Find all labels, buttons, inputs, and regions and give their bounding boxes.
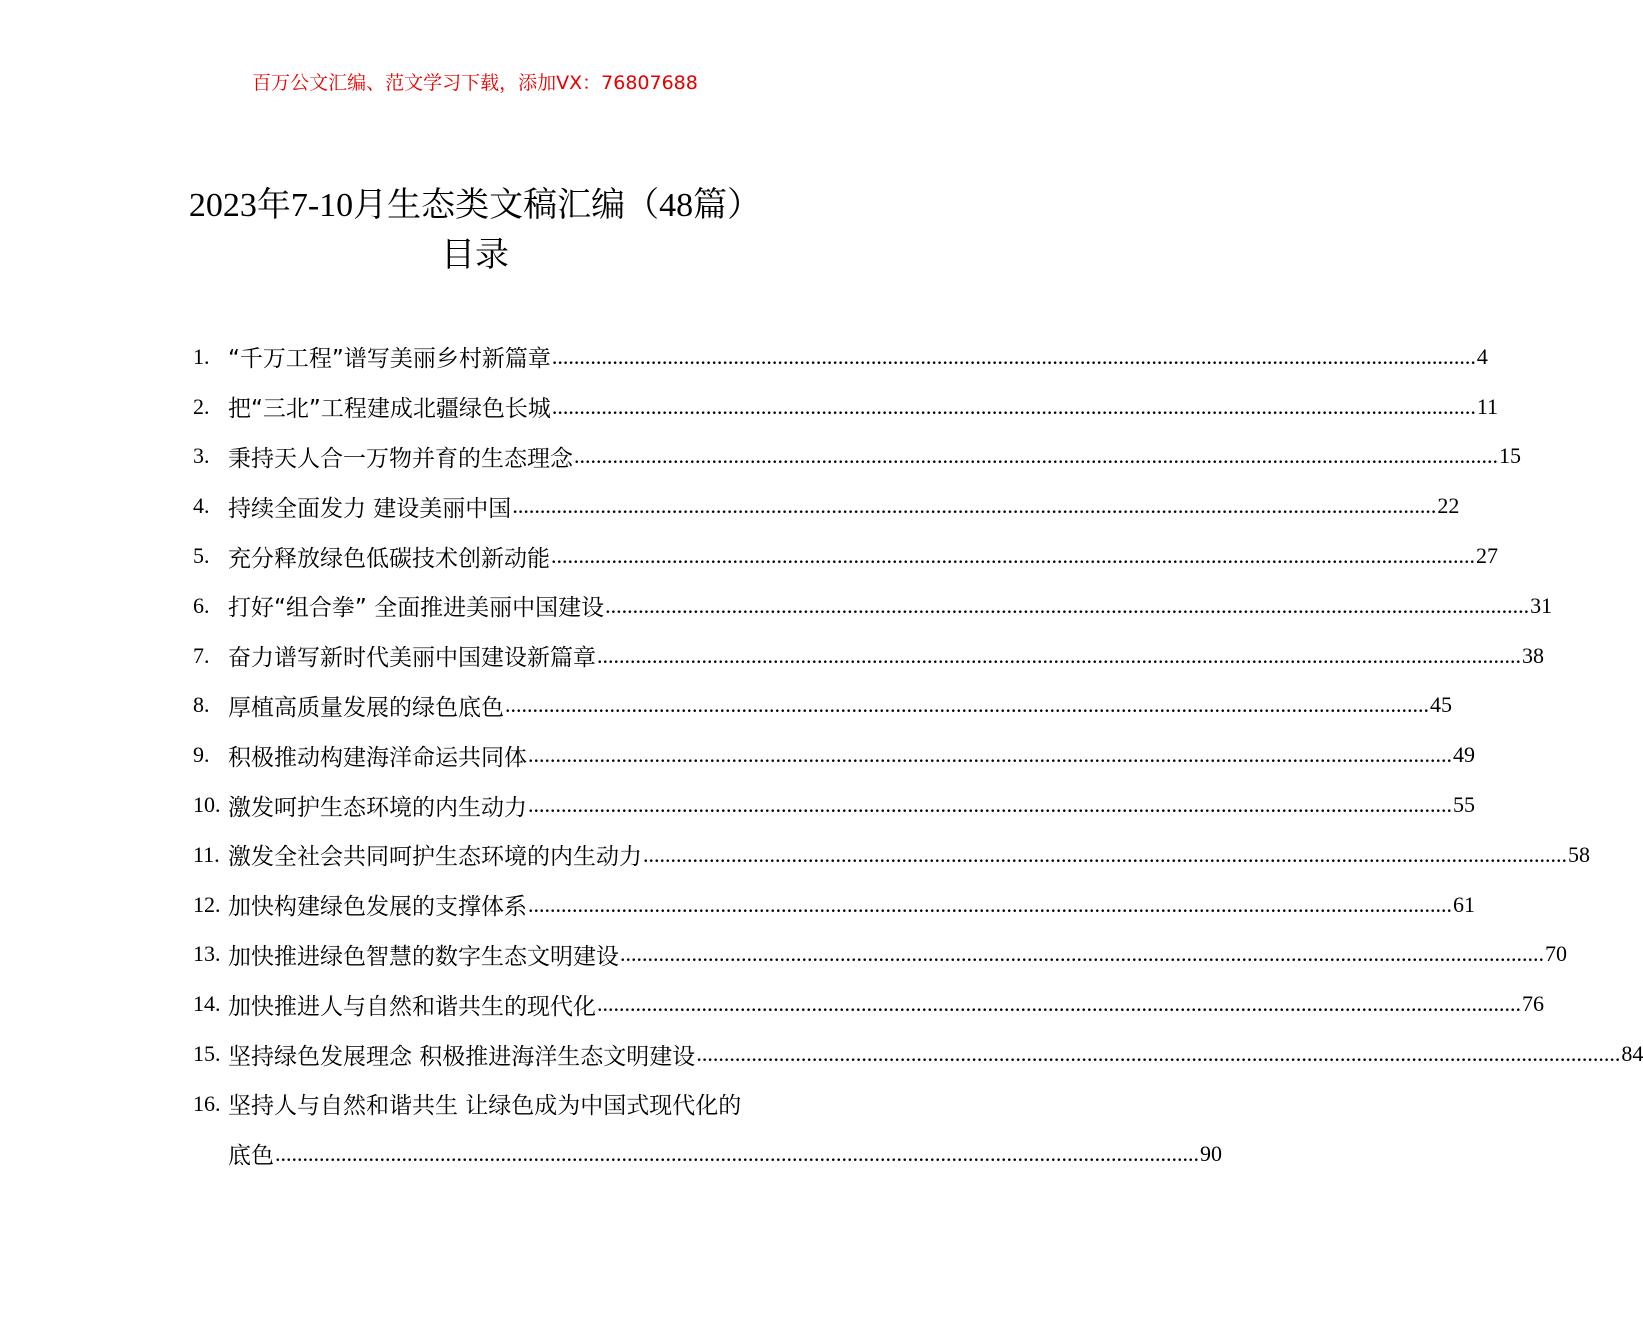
toc-item-title: 积极推动构建海洋命运共同体: [228, 744, 527, 771]
toc-dot-leader: [597, 991, 1521, 1017]
toc-item[interactable]: [193, 1029, 1643, 1079]
toc-item-continuation[interactable]: [193, 1129, 1222, 1179]
toc-item[interactable]: [193, 531, 1498, 581]
toc-dot-leader: [552, 394, 1476, 420]
toc-item-title: 激发呵护生态环境的内生动力: [228, 794, 527, 821]
toc-item-page: 55: [1453, 792, 1475, 818]
toc-item[interactable]: [193, 930, 1567, 980]
toc-item[interactable]: [193, 780, 1475, 830]
toc-item-number: 4.: [193, 493, 210, 519]
toc-dot-leader: [620, 941, 1544, 967]
toc-heading: 目录: [441, 235, 509, 275]
toc-item-number: 12.: [193, 891, 221, 917]
toc-item-title: 加快构建绿色发展的支撑体系: [228, 894, 527, 921]
title-part1: 年: [256, 185, 291, 225]
toc-item-page: 76: [1522, 991, 1544, 1017]
toc-item[interactable]: [193, 880, 1475, 930]
toc-item[interactable]: [193, 382, 1499, 432]
toc-item-number: 6.: [193, 592, 210, 618]
toc-dot-leader: [551, 543, 1475, 569]
toc-dot-leader: [528, 742, 1452, 768]
toc-item[interactable]: [193, 830, 1590, 880]
toc-item-page: 11: [1476, 393, 1499, 419]
toc-dot-leader: [505, 692, 1429, 718]
toc-dot-leader: [275, 1141, 1199, 1167]
toc-item-page: 58: [1568, 841, 1590, 867]
toc-dot-leader: [696, 1041, 1620, 1067]
title-months: 7-10: [290, 187, 354, 224]
title-count: 48: [659, 187, 694, 224]
toc-item-page: 15: [1499, 443, 1521, 469]
toc-item[interactable]: [193, 481, 1460, 531]
toc-item[interactable]: [193, 581, 1553, 631]
toc-item-page: 4: [1476, 343, 1488, 369]
toc-item-number: 13.: [193, 941, 221, 967]
toc-item-title: 奋力谱写新时代美丽中国建设新篇章: [228, 645, 596, 672]
toc-item-page: 61: [1453, 891, 1475, 917]
title-year: 2023: [188, 187, 257, 224]
toc-item-title: 打好“组合拳” 全面推进美丽中国建设: [228, 595, 605, 622]
toc-item-title: 充分释放绿色低碳技术创新动能: [228, 545, 550, 572]
toc-item-number: 2.: [193, 393, 210, 419]
toc-item-title-continued: 底色: [228, 1143, 274, 1170]
toc-item-page: 70: [1545, 941, 1567, 967]
toc-item[interactable]: [193, 681, 1452, 731]
toc-item-title: 坚持绿色发展理念 积极推进海洋生态文明建设: [228, 1043, 696, 1070]
toc-item-title: 厚植高质量发展的绿色底色: [228, 694, 504, 721]
toc-item-page: 31: [1530, 592, 1553, 618]
toc-item-title: 秉持天人合一万物并育的生态理念: [228, 445, 573, 472]
toc-dot-leader: [528, 892, 1452, 918]
toc-item-title: 把“三北”工程建成北疆绿色长城: [228, 396, 551, 423]
toc-item-number: 15.: [193, 1041, 221, 1067]
toc-item-page: 90: [1200, 1140, 1222, 1166]
toc-item-number: 5.: [193, 543, 210, 569]
title-part2: 月生态类文稿汇编（: [353, 185, 660, 225]
toc-item-number: 10.: [193, 792, 221, 818]
toc-item-number: 16.: [193, 1090, 221, 1116]
toc-item[interactable]: [193, 1079, 805, 1129]
toc-item-number: 3.: [193, 443, 210, 469]
toc-item[interactable]: [193, 432, 1521, 482]
toc-item-number: 14.: [193, 991, 221, 1017]
toc-dot-leader: [597, 643, 1521, 669]
toc-item[interactable]: [193, 979, 1544, 1029]
toc-item-title: 激发全社会共同呵护生态环境的内生动力: [228, 844, 642, 871]
table-of-contents: [193, 332, 1643, 1179]
toc-item-number: 8.: [193, 692, 210, 718]
toc-item-page: 22: [1437, 493, 1460, 519]
toc-item-page: 84: [1621, 1041, 1643, 1067]
toc-dot-leader: [528, 792, 1452, 818]
toc-item-title: 持续全面发力 建设美丽中国: [228, 495, 512, 522]
toc-item-page: 27: [1476, 543, 1498, 569]
toc-item-number: 11.: [193, 841, 220, 867]
toc-item-number: 1.: [193, 343, 210, 369]
toc-item-page: 49: [1453, 742, 1475, 768]
toc-item-page: 38: [1522, 642, 1544, 668]
title-part3: 篇）: [693, 185, 762, 225]
toc-item-number: 9.: [193, 742, 210, 768]
toc-item-title: “千万工程”谱写美丽乡村新篇章: [228, 346, 551, 373]
toc-item-number: 7.: [193, 642, 210, 668]
toc-item[interactable]: [193, 332, 1488, 382]
toc-item-title: 坚持人与自然和谐共生 让绿色成为中国式现代化的: [228, 1093, 742, 1120]
toc-item-title: 加快推进绿色智慧的数字生态文明建设: [228, 943, 619, 970]
header-note: 百万公文汇编、范文学习下载，添加VX：76807688: [252, 72, 698, 94]
toc-dot-leader: [605, 593, 1529, 619]
toc-item[interactable]: [193, 631, 1544, 681]
toc-dot-leader: [574, 443, 1498, 469]
toc-dot-leader: [552, 344, 1476, 370]
toc-item[interactable]: [193, 730, 1475, 780]
toc-item-title: 加快推进人与自然和谐共生的现代化: [228, 993, 596, 1020]
toc-dot-leader: [512, 493, 1436, 519]
document-title: [0, 180, 950, 231]
toc-item-page: 45: [1430, 692, 1452, 718]
toc-dot-leader: [643, 842, 1567, 868]
